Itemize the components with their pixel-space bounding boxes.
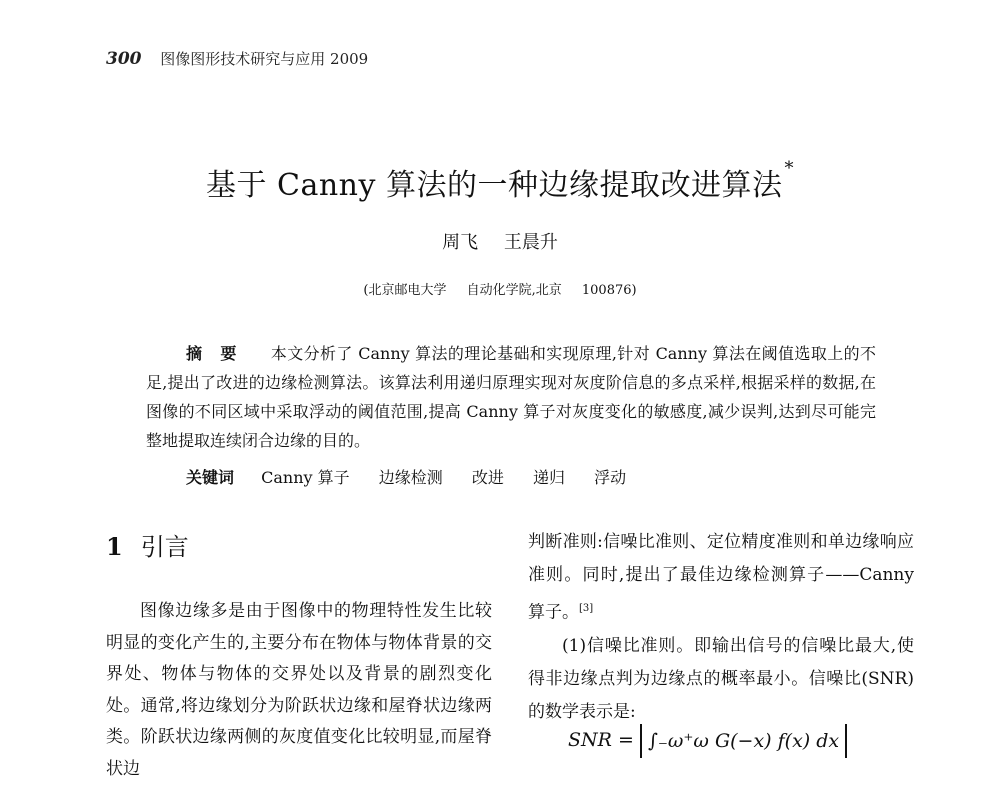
author-1: 周飞	[442, 232, 479, 253]
intro-paragraph: 图像边缘多是由于图像中的物理特性发生比较明显的变化产生的,主要分布在物体与物体背景的交界处、物体与物体的交界处以及背景的剧烈变化处。通常,将边缘划分为阶跃状边缘和屋脊状边缘两类。阶跃状边缘两侧的灰度值变化比较明显,而屋脊状边	[106, 601, 492, 779]
formula-equals: =	[618, 729, 634, 751]
author-2: 王晨升	[503, 232, 558, 253]
keyword-4: 递归	[532, 468, 565, 487]
abstract-label: 摘要	[186, 344, 255, 363]
paper-title	[0, 160, 1000, 204]
criteria-text: 判断准则:信噪比准则、定位精度准则和单边缘响应准则。同时,提出了最佳边缘检测算子——Canny 算子。	[528, 532, 914, 623]
abstract-text: 本文分析了 Canny 算法的理论基础和实现原理,针对 Canny 算法在阈值选取上的不足,提出了改进的边缘检测算法。该算法利用递归原理实现对灰度阶信息的多点采样,根据采样的数据,在图像的不同区域中采取浮动的阈值范围,提高 Canny 算子对灰度变化的敏感度,减少误判,达到尽可能完整地提取连续闭合边缘的目的。	[146, 344, 876, 450]
keyword-2: 边缘检测	[378, 468, 443, 487]
left-column	[106, 596, 492, 785]
author-list	[0, 228, 1000, 254]
affiliation	[0, 279, 1000, 298]
section-number: 1	[106, 532, 123, 561]
section-heading	[106, 527, 189, 562]
section-title: 引言	[140, 533, 189, 561]
keywords	[186, 465, 886, 488]
affiliation-university: (北京邮电大学	[363, 283, 447, 298]
page-number: 300	[106, 49, 142, 69]
citation-ref: [3]	[579, 603, 594, 614]
affiliation-school: 自动化学院,北京	[466, 283, 562, 298]
right-column	[528, 526, 914, 729]
keyword-3: 改进	[471, 468, 504, 487]
page-header	[106, 48, 368, 69]
keyword-5: 浮动	[594, 468, 627, 487]
abstract	[146, 339, 876, 455]
paper-title-text: 基于 Canny 算法的一种边缘提取改进算法	[205, 168, 783, 203]
title-footnote-mark: *	[784, 158, 794, 179]
formula-lhs: SNR	[568, 729, 612, 751]
formula-rhs: ∫₋ω⁺ω G(−x) f(x) dx	[640, 724, 847, 758]
journal-name: 图像图形技术研究与应用 2009	[160, 50, 369, 68]
snr-formula	[568, 724, 847, 758]
affiliation-postcode: 100876)	[581, 283, 637, 298]
keyword-1: Canny 算子	[261, 468, 350, 487]
criteria-paragraph	[528, 526, 914, 630]
snr-paragraph: (1)信噪比准则。即输出信号的信噪比最大,使得非边缘点判为边缘点的概率最小。信噪比(SNR)的数学表示是:	[528, 635, 914, 722]
keywords-label: 关键词	[186, 468, 235, 487]
